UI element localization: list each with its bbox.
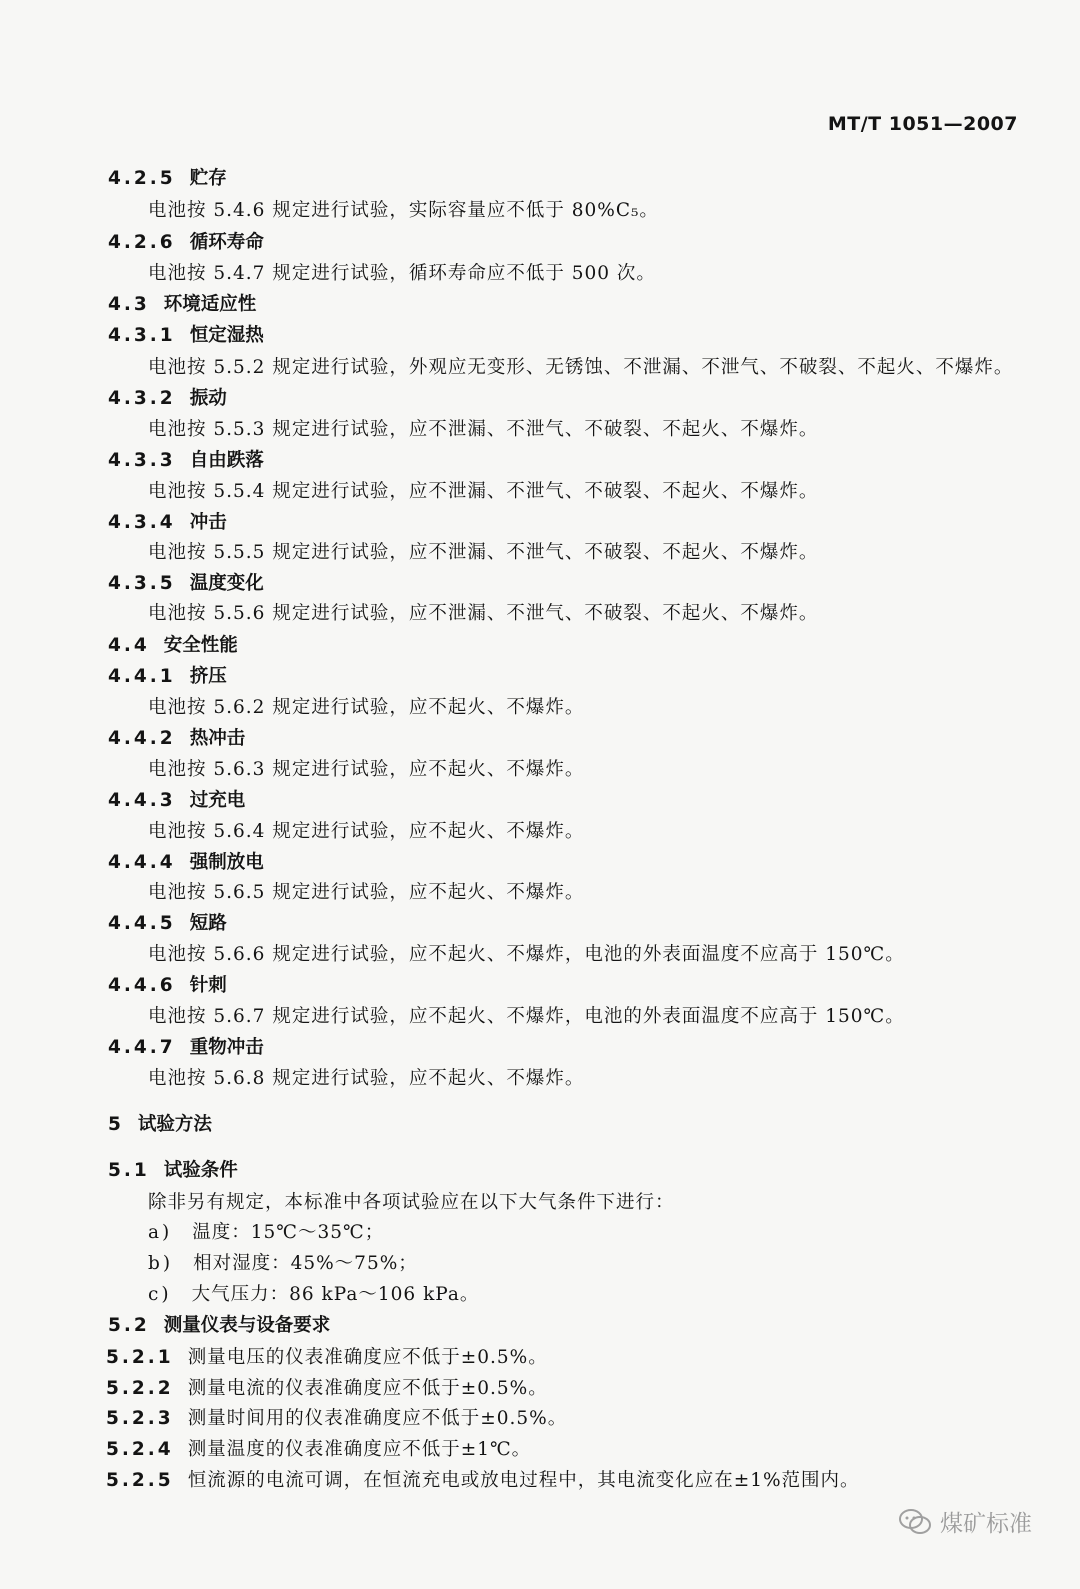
list-marker: c)	[148, 1284, 172, 1305]
section-title: 冲击	[189, 512, 227, 533]
list-item	[148, 1222, 384, 1244]
clause-line	[106, 1470, 860, 1492]
section-number: 4.4.7	[108, 1037, 176, 1058]
paragraph: 除非另有规定，本标准中各项试验应在以下大气条件下进行：	[148, 1192, 675, 1213]
section-heading	[108, 1037, 264, 1059]
section-number: 4.3.1	[108, 325, 176, 346]
paragraph: 电池按 5.4.7 规定进行试验，循环寿命应不低于 500 次。	[148, 263, 656, 284]
section-number: 4.3.5	[108, 573, 176, 594]
paragraph: 电池按 5.6.2 规定进行试验，应不起火、不爆炸。	[148, 697, 585, 718]
list-item	[148, 1284, 479, 1306]
paragraph: 电池按 5.5.5 规定进行试验，应不泄漏、不泄气、不破裂、不起火、不爆炸。	[148, 542, 819, 563]
list-item-text: 大气压力：86 kPa～106 kPa。	[191, 1284, 480, 1305]
section-heading	[108, 573, 264, 595]
section-heading	[108, 450, 264, 472]
section-title: 过充电	[189, 790, 246, 811]
clause-text: 测量温度的仪表准确度应不低于±1℃。	[187, 1439, 532, 1460]
section-number: 4.3	[108, 294, 150, 315]
watermark	[898, 1505, 1032, 1538]
section-title: 循环寿命	[189, 232, 264, 253]
section-heading	[108, 635, 238, 657]
watermark-text: 煤矿标准	[940, 1511, 1032, 1537]
section-title: 温度变化	[189, 573, 264, 594]
paragraph: 电池按 5.6.6 规定进行试验，应不起火、不爆炸，电池的外表面温度不应高于 150℃。	[148, 944, 905, 965]
section-heading	[108, 168, 227, 190]
section-title: 重物冲击	[189, 1037, 264, 1058]
paragraph: 电池按 5.5.6 规定进行试验，应不泄漏、不泄气、不破裂、不起火、不爆炸。	[148, 603, 819, 624]
section-title: 环境适应性	[163, 294, 257, 315]
section-number: 5.2	[108, 1315, 150, 1336]
list-item-text: 温度：15℃～35℃；	[192, 1222, 385, 1243]
section-heading	[108, 232, 264, 254]
clause-line	[106, 1408, 567, 1430]
section-number: 4.2.6	[108, 232, 176, 253]
section-title: 试验条件	[163, 1160, 238, 1181]
paragraph: 电池按 5.6.7 规定进行试验，应不起火、不爆炸，电池的外表面温度不应高于 150℃。	[148, 1006, 905, 1027]
section-heading	[108, 1315, 330, 1337]
section-title: 挤压	[189, 666, 227, 687]
section-title: 测量仪表与设备要求	[163, 1315, 331, 1336]
section-heading	[108, 294, 256, 316]
clause-text: 恒流源的电流可调，在恒流充电或放电过程中，其电流变化应在±1%范围内。	[187, 1470, 860, 1491]
wechat-icon	[898, 1508, 932, 1536]
section-heading	[108, 666, 227, 688]
paragraph: 电池按 5.5.4 规定进行试验，应不泄漏、不泄气、不破裂、不起火、不爆炸。	[148, 481, 819, 502]
list-item-text: 相对湿度：45%～75%；	[193, 1253, 418, 1274]
section-number: 4.3.4	[108, 512, 176, 533]
clause-number: 5.2.2	[106, 1378, 174, 1399]
section-title: 振动	[189, 388, 227, 409]
section-title: 强制放电	[189, 852, 264, 873]
section-heading	[108, 728, 245, 750]
clause-number: 5.2.5	[106, 1470, 174, 1491]
section-number: 5.1	[108, 1160, 150, 1181]
clause-text: 测量时间用的仪表准确度应不低于±0.5%。	[187, 1408, 568, 1429]
list-marker: a)	[148, 1222, 173, 1243]
section-title: 针刺	[189, 975, 227, 996]
section-number: 5	[108, 1114, 124, 1135]
section-number: 4.4.6	[108, 975, 176, 996]
list-item	[148, 1253, 418, 1275]
paragraph: 电池按 5.6.8 规定进行试验，应不起火、不爆炸。	[148, 1068, 585, 1089]
clause-number: 5.2.3	[106, 1408, 174, 1429]
section-title: 试验方法	[137, 1114, 212, 1135]
section-heading	[108, 388, 227, 410]
section-title: 安全性能	[163, 635, 238, 656]
section-title: 贮存	[189, 168, 227, 189]
section-heading	[108, 790, 245, 812]
section-number: 4.3.2	[108, 388, 176, 409]
section-number: 4.4.3	[108, 790, 176, 811]
paragraph: 电池按 5.5.3 规定进行试验，应不泄漏、不泄气、不破裂、不起火、不爆炸。	[148, 419, 819, 440]
section-heading	[108, 512, 227, 534]
section-title: 恒定湿热	[189, 325, 264, 346]
section-heading	[108, 975, 227, 997]
list-marker: b)	[148, 1253, 174, 1274]
section-number: 4.2.5	[108, 168, 176, 189]
section-number: 4.4.4	[108, 852, 176, 873]
clause-line	[106, 1439, 531, 1461]
section-heading	[108, 1160, 238, 1182]
section-number: 4.4.1	[108, 666, 176, 687]
section-number: 4.4.2	[108, 728, 176, 749]
section-heading	[108, 1114, 212, 1136]
section-title: 短路	[189, 913, 227, 934]
section-number: 4.4	[108, 635, 150, 656]
section-title: 热冲击	[189, 728, 246, 749]
section-heading	[108, 852, 264, 874]
paragraph: 电池按 5.6.5 规定进行试验，应不起火、不爆炸。	[148, 882, 585, 903]
standard-code: MT/T 1051—2007	[827, 113, 1018, 135]
section-heading	[108, 913, 227, 935]
section-number: 4.3.3	[108, 450, 176, 471]
clause-line	[106, 1378, 548, 1400]
paragraph: 电池按 5.4.6 规定进行试验，实际容量应不低于 80%C₅。	[148, 200, 659, 221]
clause-line	[106, 1347, 548, 1369]
paragraph: 电池按 5.6.4 规定进行试验，应不起火、不爆炸。	[148, 821, 585, 842]
clause-text: 测量电压的仪表准确度应不低于±0.5%。	[187, 1347, 548, 1368]
paragraph: 电池按 5.5.2 规定进行试验，外观应无变形、无锈蚀、不泄漏、不泄气、不破裂、不起火、不爆炸。	[148, 357, 1014, 378]
clause-text: 测量电流的仪表准确度应不低于±0.5%。	[187, 1378, 548, 1399]
section-number: 4.4.5	[108, 913, 176, 934]
clause-number: 5.2.4	[106, 1439, 174, 1460]
paragraph: 电池按 5.6.3 规定进行试验，应不起火、不爆炸。	[148, 759, 585, 780]
section-heading	[108, 325, 264, 347]
section-title: 自由跌落	[189, 450, 264, 471]
clause-number: 5.2.1	[106, 1347, 174, 1368]
